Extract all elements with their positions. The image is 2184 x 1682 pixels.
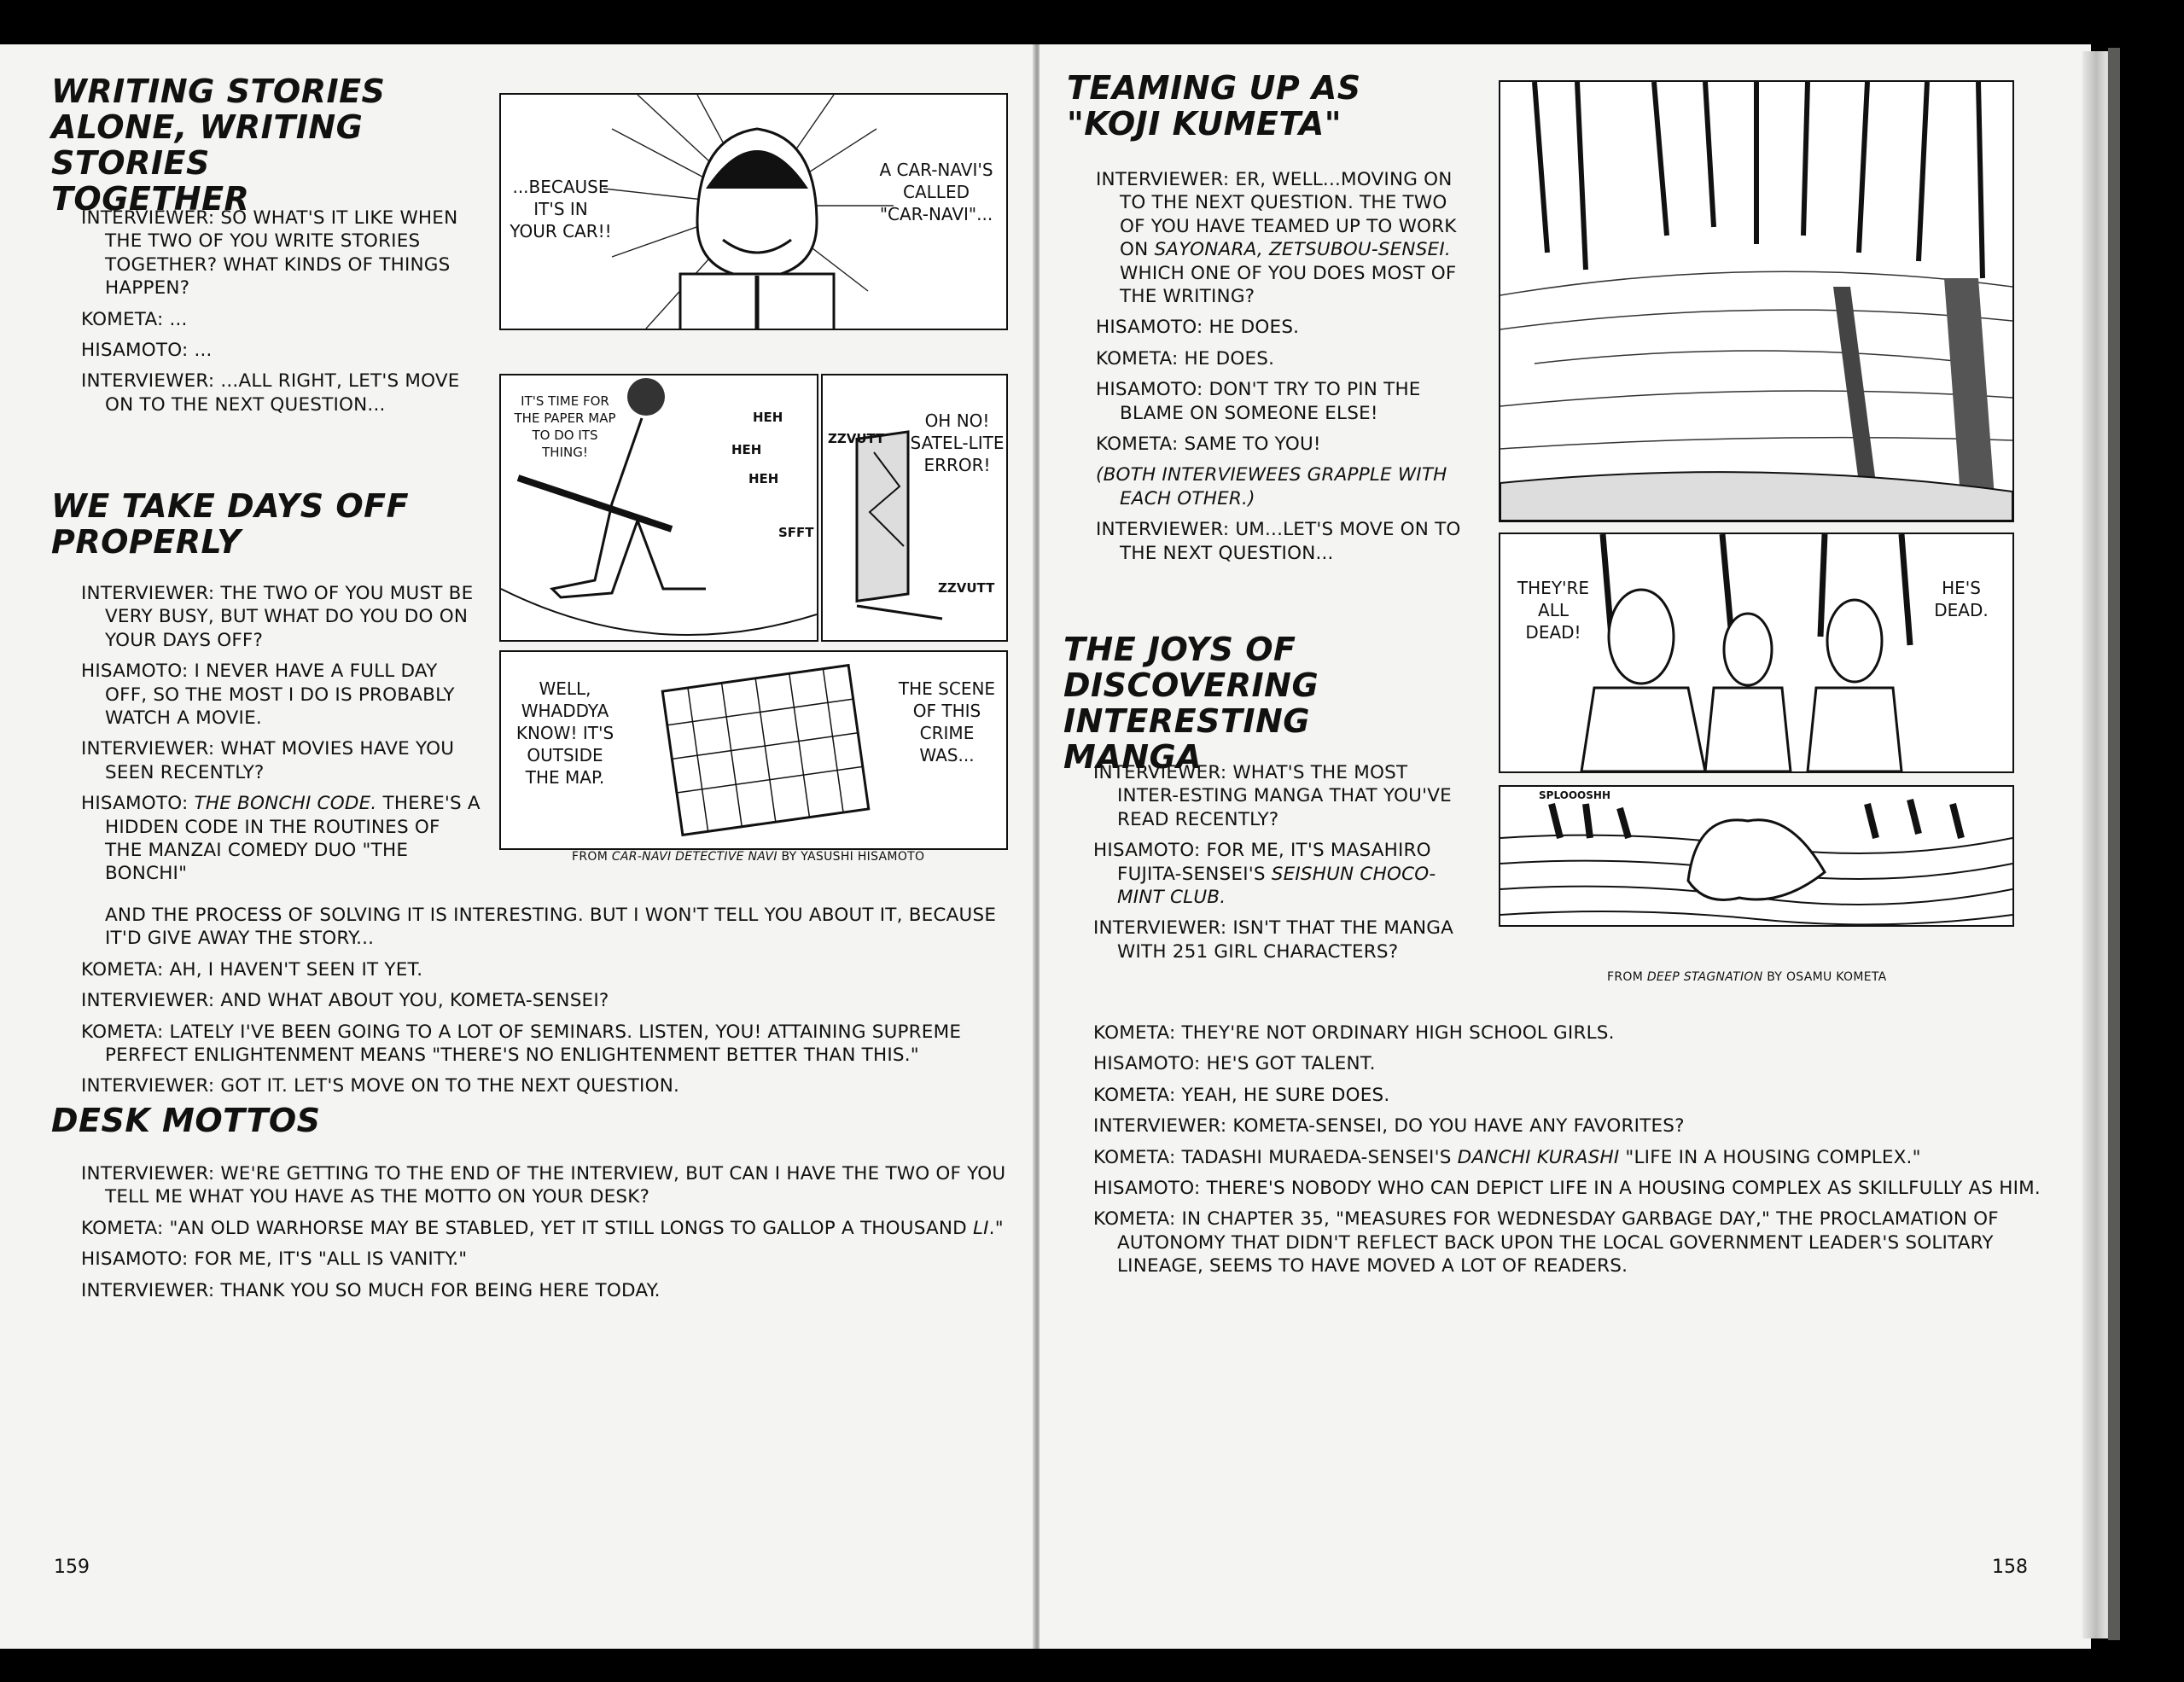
interview-line: KOMETA: AH, I HAVEN'T SEEN IT YET. — [81, 958, 423, 981]
comic-panel-splash — [1499, 785, 2014, 927]
comic-panel-2 — [499, 374, 818, 642]
interview-line: INTERVIEWER: ISN'T THAT THE MANGA WITH 251 GIRL CHARACTERS? — [1093, 917, 1454, 963]
interview-text: ." — [988, 1217, 1004, 1239]
interview-line: HISAMOTO: HE'S GOT TALENT. — [1093, 1053, 1376, 1075]
manga-title: SAYONARA, ZETSUBOU-SENSEI. — [1154, 239, 1451, 261]
interview-line: INTERVIEWER: UM...LET'S MOVE ON TO THE NEXT QUESTION... — [1096, 519, 1461, 564]
manga-title: SEISHUN CHOCO-MINT CLUB. — [1117, 863, 1436, 909]
credit-title: DEEP STAGNATION — [1646, 970, 1763, 984]
sfx-sfft: SFFT — [778, 525, 814, 540]
interview-line: INTERVIEWER: WE'RE GETTING TO THE END OF THE INTERVIEW, BUT CAN I HAVE THE TWO OF YOU TELL ME WHAT YOU HAVE AS THE MOTTO ON YOUR DESK? — [81, 1163, 1006, 1208]
interview-line: KOMETA: IN CHAPTER 35, "MEASURES FOR WEDNESDAY GARBAGE DAY," THE PROCLAMATION OF AUTONOMY THAT DIDN'T REFLECT BACK UPON THE LOCAL GOVERNMENT LEADER'S SOLITARY LINEAGE, SEEMS TO HAVE MOVED A LOT OF READERS. — [1093, 1208, 1999, 1278]
speech-bubble: IT'S TIME FOR THE PAPER MAP TO DO ITS THING! — [514, 393, 616, 460]
sfx-zzvutt: ZZVUTT — [938, 580, 995, 596]
forest-art — [1500, 82, 2012, 521]
interview-line: HISAMOTO: I NEVER HAVE A FULL DAY OFF, SO THE MOST I DO IS PROBABLY WATCH A MOVIE. — [81, 661, 455, 730]
interview-line: HISAMOTO: DON'T TRY TO PIN THE BLAME ON SOMEONE ELSE! — [1096, 379, 1421, 424]
interview-line: KOMETA: LATELY I'VE BEEN GOING TO A LOT OF SEMINARS. LISTEN, YOU! ATTAINING SUPREME PERFECT ENLIGHTENMENT MEANS "THERE'S NO ENLIGHTENMENT BETTER THAN THIS." — [81, 1021, 962, 1067]
interview-line — [81, 792, 482, 886]
manga-title: DANCHI KURASHI — [1457, 1146, 1620, 1168]
section-joys-cont — [1093, 1021, 2049, 1286]
page-number: 159 — [54, 1557, 90, 1578]
credit-title: CAR-NAVI DETECTIVE NAVI — [611, 850, 778, 864]
speaker-text: HISAMOTO: — [81, 793, 195, 815]
comic-panel-1 — [499, 93, 1008, 330]
sfx-splooosh: SPLOOOSHH — [1539, 789, 1610, 801]
speech-bubble: A CAR-NAVI'S CALLED "CAR-NAVI"... — [879, 160, 993, 224]
interview-text: "LIFE IN A HOUSING COMPLEX." — [1619, 1146, 1921, 1168]
sfx-heh: HEH — [748, 471, 779, 486]
dead-art — [1500, 534, 2012, 771]
section-desk-mottos — [81, 1162, 1028, 1310]
interview-line — [81, 1217, 1028, 1240]
interview-ital: LI — [972, 1217, 989, 1239]
section-joys-of-manga — [1093, 761, 1469, 971]
credit-text: BY OSAMU KOMETA — [1762, 970, 1887, 984]
interview-line: INTERVIEWER: THANK YOU SO MUCH FOR BEING HERE TODAY. — [81, 1279, 661, 1301]
section-days-off — [81, 582, 482, 886]
interview-line: INTERVIEWER: AND WHAT ABOUT YOU, KOMETA-SENSEI? — [81, 990, 609, 1012]
interview-line — [1096, 168, 1471, 308]
heading-writing-stories: WRITING STORIES ALONE, WRITING STORIES TOGETHER — [51, 73, 386, 218]
interview-line: KOMETA: ... — [81, 308, 188, 330]
interview-line: KOMETA: YEAH, HE SURE DOES. — [1093, 1084, 1390, 1106]
interview-line: KOMETA: SAME TO YOU! — [1096, 434, 1321, 456]
interview-text: KOMETA: "AN OLD WARHORSE MAY BE STABLED, YET IT STILL LONGS TO GALLOP A THOUSAND — [81, 1217, 973, 1239]
interview-text: HISAMOTO: FOR ME, IT'S MASAHIRO FUJITA-SENSEI'S — [1093, 840, 1431, 885]
interview-line: HISAMOTO: ... — [81, 340, 213, 362]
speech-bubble: OH NO! SATEL-LITE ERROR! — [910, 410, 1005, 475]
speech-bubble: ...BECAUSE IT'S IN YOUR CAR!! — [510, 177, 612, 242]
heading-teaming-up: TEAMING UP AS "KOJI KUMETA" — [1067, 69, 1361, 143]
interview-line: INTERVIEWER: WHAT MOVIES HAVE YOU SEEN RECENTLY? — [81, 738, 455, 783]
cover-edge — [2108, 48, 2120, 1640]
interview-line: INTERVIEWER: SO WHAT'S IT LIKE WHEN THE TWO OF YOU WRITE STORIES TOGETHER? WHAT KINDS OF THINGS HAPPEN? — [81, 207, 458, 300]
comic-panel-3 — [821, 374, 1008, 642]
section-days-off-cont — [81, 904, 1028, 1106]
interview-line: INTERVIEWER: WHAT'S THE MOST INTER-ESTING MANGA THAT YOU'VE READ RECENTLY? — [1093, 762, 1452, 830]
interview-line: INTERVIEWER: ...ALL RIGHT, LET'S MOVE ON TO THE NEXT QUESTION... — [81, 370, 460, 416]
sfx-heh: HEH — [753, 410, 783, 425]
interview-text: KOMETA: TADASHI MURAEDA-SENSEI'S — [1093, 1146, 1458, 1168]
interview-line: HISAMOTO: THERE'S NOBODY WHO CAN DEPICT LIFE IN A HOUSING COMPLEX AS SKILLFULLY AS HIM. — [1093, 1178, 2041, 1200]
comic-panel-forest — [1499, 80, 2014, 522]
interview-text: WHICH ONE OF YOU DOES MOST OF THE WRITING? — [1120, 262, 1457, 308]
interview-text: THERE'S A HIDDEN CODE IN THE ROUTINES OF THE MANZAI COMEDY DUO "THE BONCHI" — [105, 793, 480, 885]
heading-desk-mottos: DESK MOTTOS — [51, 1102, 321, 1139]
heading-joys-of-manga: THE JOYS OF DISCOVERING INTERESTING MANGA — [1063, 631, 1319, 776]
heading-days-off: WE TAKE DAYS OFF PROPERLY — [51, 487, 410, 561]
interview-line: HISAMOTO: HE DOES. — [1096, 317, 1300, 339]
section-writing-stories — [81, 207, 465, 424]
speech-bubble: WELL, WHADDYA KNOW! IT'S OUTSIDE THE MAP. — [515, 678, 614, 788]
section-teaming-up — [1096, 168, 1471, 573]
credit-text: FROM — [572, 850, 612, 864]
sfx-heh: HEH — [731, 442, 762, 457]
interview-line: AND THE PROCESS OF SOLVING IT IS INTERESTING. BUT I WON'T TELL YOU ABOUT IT, BECAUSE IT'D GIVE AWAY THE STORY... — [105, 905, 997, 950]
interview-line — [1093, 1146, 2049, 1169]
comic-credit — [1607, 970, 1887, 984]
splash-art — [1500, 787, 2012, 925]
interview-line: INTERVIEWER: THE TWO OF YOU MUST BE VERY BUSY, BUT WHAT DO YOU DO ON YOUR DAYS OFF? — [81, 583, 474, 651]
interview-line — [1093, 839, 1469, 909]
interview-line: INTERVIEWER: KOMETA-SENSEI, DO YOU HAVE ANY FAVORITES? — [1093, 1115, 1685, 1138]
left-page — [0, 44, 1034, 1649]
credit-text: FROM — [1607, 970, 1647, 984]
speech-bubble: THE SCENE OF THIS CRIME WAS... — [898, 678, 996, 765]
interview-line: INTERVIEWER: GOT IT. LET'S MOVE ON TO THE NEXT QUESTION. — [81, 1075, 680, 1097]
interview-line: KOMETA: HE DOES. — [1096, 347, 1275, 370]
credit-text: BY YASUSHI HISAMOTO — [777, 850, 925, 864]
page-number: 158 — [1992, 1557, 2028, 1578]
speech-bubble: HE'S DEAD. — [1934, 578, 1989, 620]
interview-text: INTERVIEWER: ER, WELL...MOVING ON TO THE NEXT QUESTION. THE TWO OF YOU HAVE TEAMED UP TO WORK ON — [1096, 169, 1457, 261]
right-page — [1040, 44, 2091, 1649]
stage-direction: (BOTH INTERVIEWEES GRAPPLE WITH EACH OTHER.) — [1096, 464, 1447, 509]
sfx-zzvutt: ZZVUTT — [828, 431, 885, 446]
speech-bubble: THEY'RE ALL DEAD! — [1517, 578, 1590, 643]
interview-line: KOMETA: THEY'RE NOT ORDINARY HIGH SCHOOL GIRLS. — [1093, 1022, 1615, 1044]
comic-panel-4 — [499, 650, 1008, 850]
movie-title: THE BONCHI CODE. — [194, 793, 377, 815]
comic-panel-dead — [1499, 533, 2014, 773]
interview-line: HISAMOTO: FOR ME, IT'S "ALL IS VANITY." — [81, 1248, 468, 1271]
comic-credit — [572, 850, 924, 864]
